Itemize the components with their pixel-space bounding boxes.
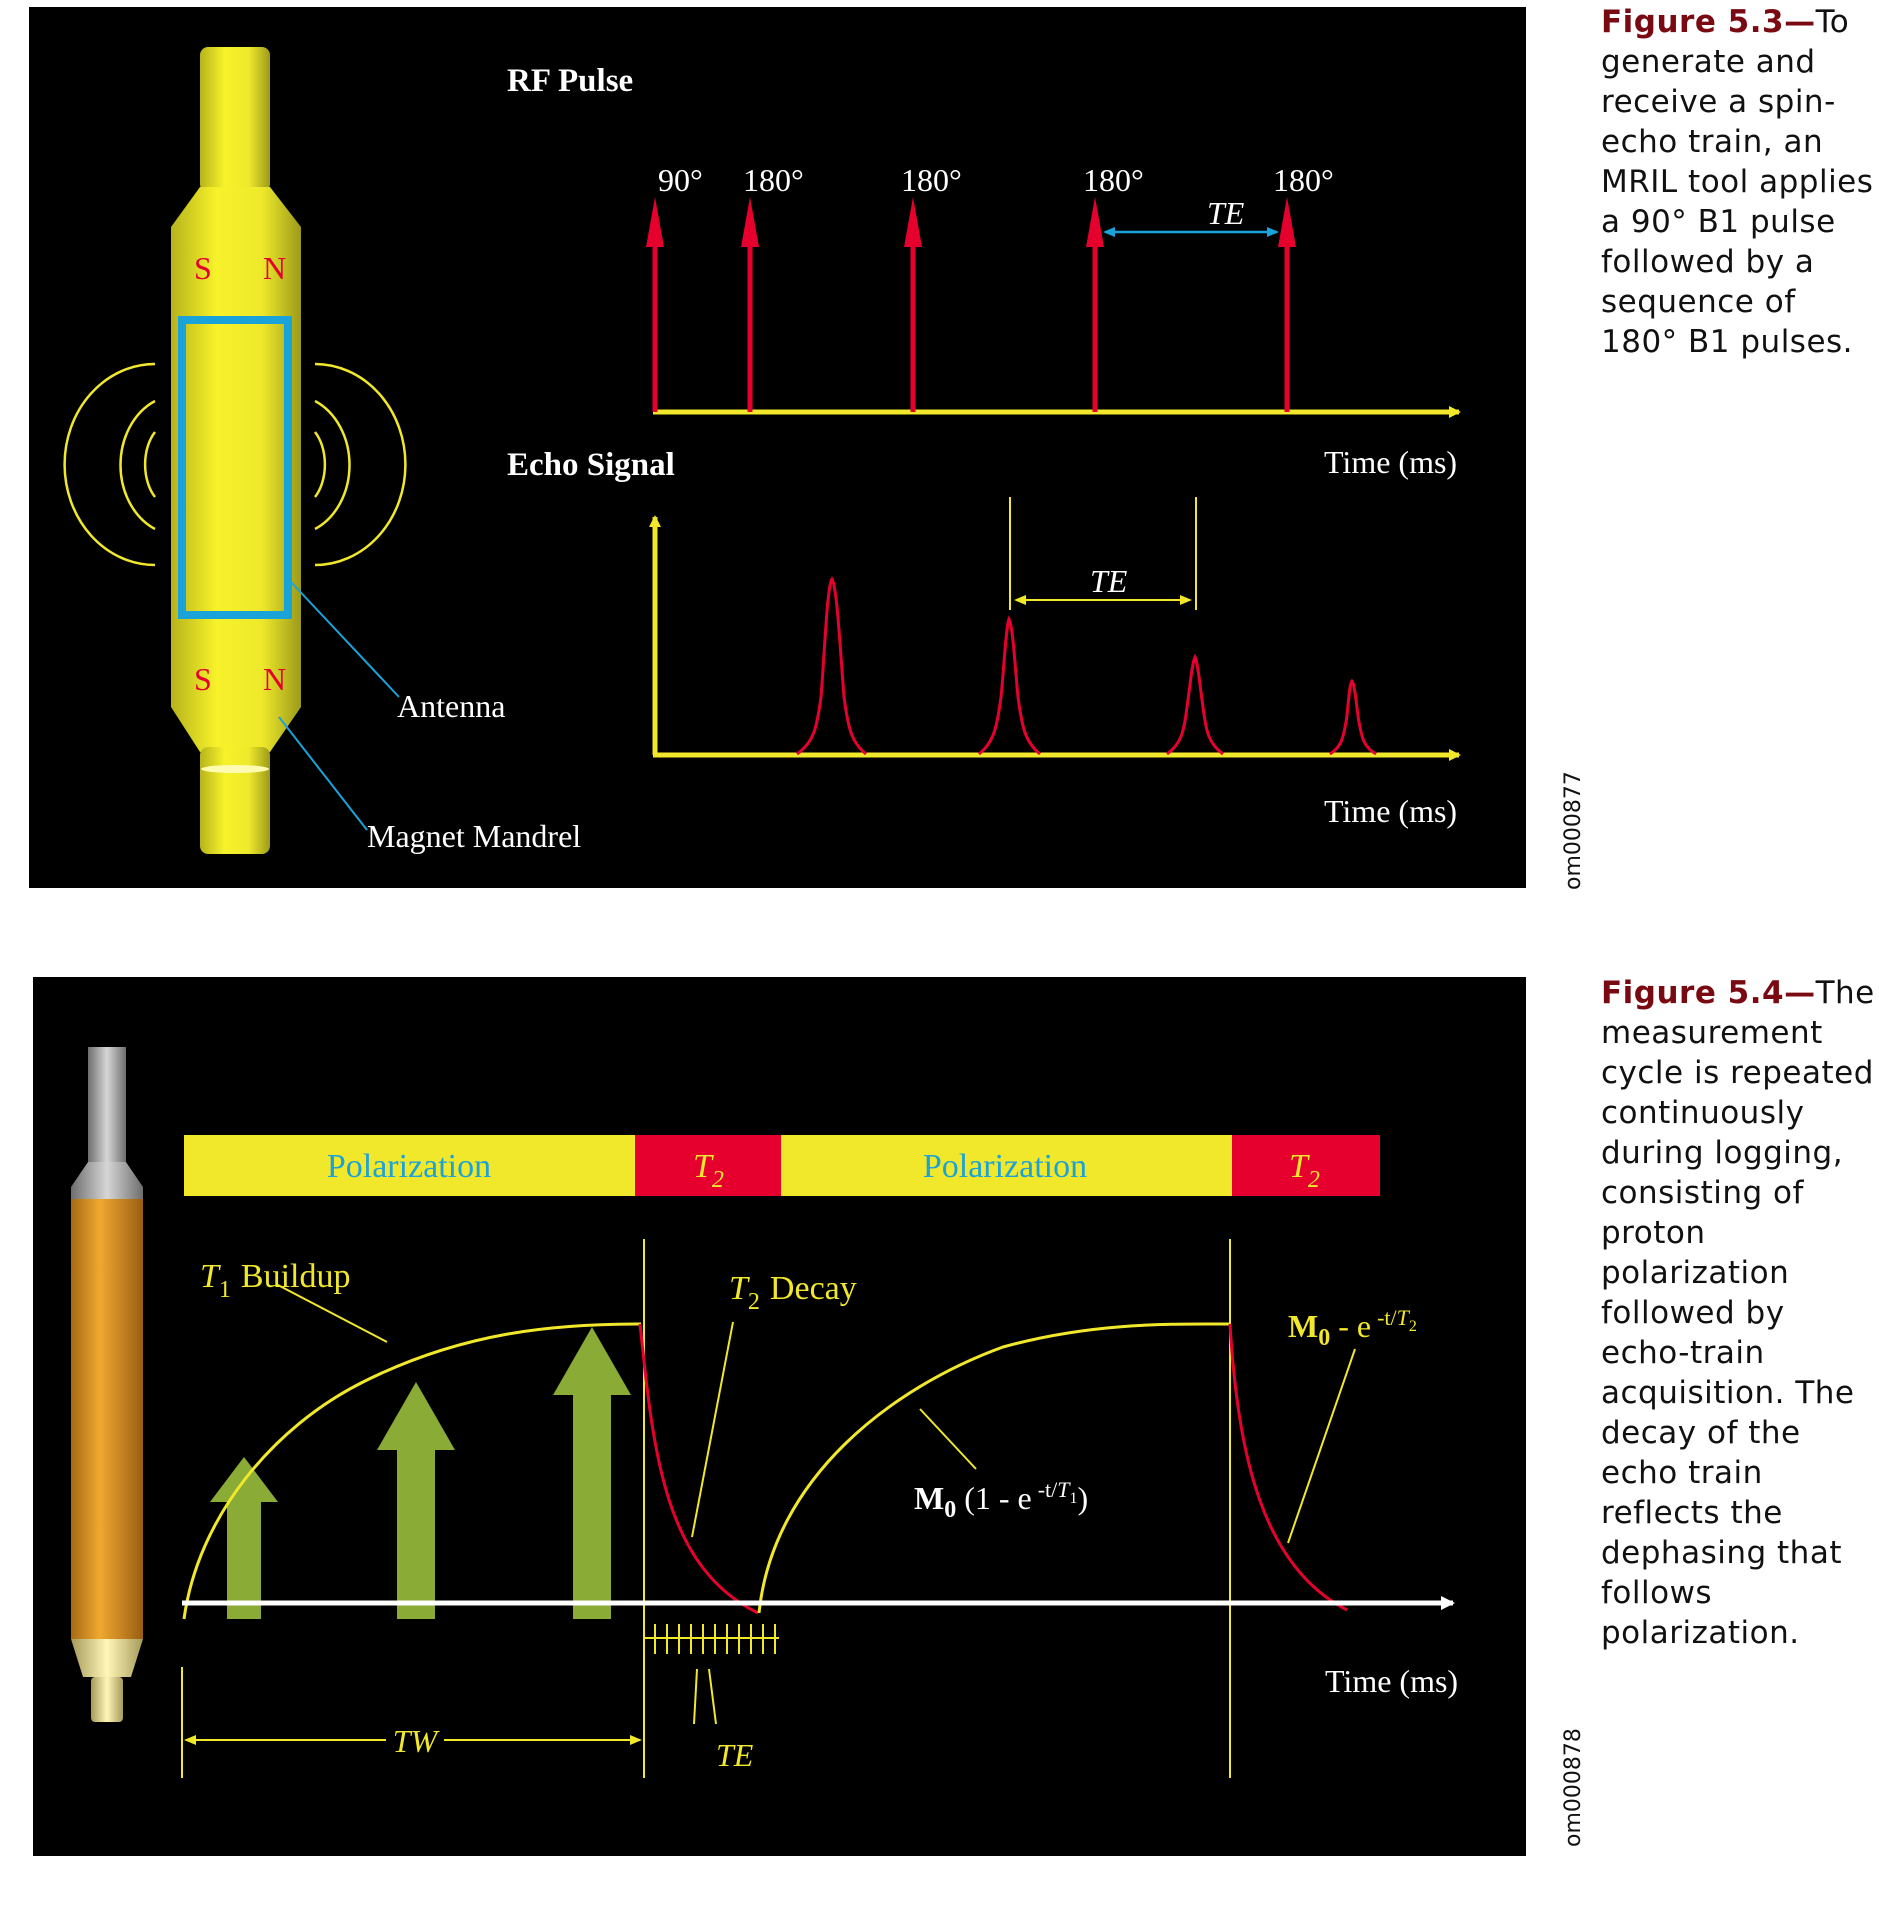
pulse-label-180-3: 180° (1083, 162, 1144, 198)
t2-decay-curve-2 (1230, 1324, 1347, 1610)
pulse-label-180-4: 180° (1273, 162, 1334, 198)
green-arrow-large (553, 1327, 631, 1619)
mandrel-callout-line (279, 717, 367, 830)
figure-5-3-text: To generate and receive a spin-echo train, an MRIL tool applies a 90° B1 pulse followed by a sequence of 180° B1 pulses. (1601, 4, 1874, 360)
figure-5-4-caption (1601, 973, 1879, 1653)
te-label-echo: TE (1090, 563, 1128, 599)
te-label-cycle: TE (716, 1737, 754, 1773)
time-label-echo: Time (ms) (1324, 793, 1458, 829)
pulse-90-head (646, 197, 664, 247)
buildup-curve-2 (759, 1324, 1229, 1613)
green-arrow-medium (377, 1382, 455, 1619)
magnet-n-top: N (263, 250, 287, 286)
tw-label: TW (392, 1723, 438, 1759)
t2-decay-curve-1 (640, 1324, 758, 1613)
echo-peak-3 (1167, 657, 1223, 754)
pulse-label-180-1: 180° (743, 162, 804, 198)
magnet-s-top: S (194, 250, 212, 286)
magnetization-arrows (210, 1327, 631, 1619)
te-label-rf: TE (1207, 195, 1245, 231)
mandrel-label: Magnet Mandrel (367, 818, 582, 854)
figure-5-3-svg (29, 7, 1526, 888)
echo-peaks (797, 579, 1376, 754)
figure-5-4-label: Figure 5.4— (1601, 975, 1816, 1011)
measurement-cycle-diagram (33, 977, 1526, 1856)
t1-buildup-label: $T_1$ Buildup (200, 1258, 351, 1303)
logging-tool (71, 1047, 143, 1722)
figure-5-4-text: The measurement cycle is repeated continuously during logging, consisting of proton polarization followed by echo-train acquisition. The decay of the echo train reflects the dephasing that follows polarization. (1601, 975, 1875, 1651)
echo-peak-4 (1330, 681, 1376, 754)
figure-id-om000878: om000878 (1561, 1728, 1586, 1847)
echo-signal-title: Echo Signal (507, 447, 675, 483)
figure-id-om000877: om000877 (1561, 771, 1586, 890)
buildup-formula: $M_0$ (1 - e $^{-t/}$T1) (914, 1477, 1089, 1523)
pulse-label-180-2: 180° (901, 162, 962, 198)
figure-5-3-label: Figure 5.3— (1601, 4, 1816, 40)
te-callout-right (709, 1669, 716, 1724)
rf-pulse-echo-diagram (29, 7, 1526, 888)
decay-formula: $M_0$ - e $^{-t/}$T2 (1288, 1305, 1417, 1351)
t2-bar-label-2: $T_2$ (1289, 1148, 1320, 1193)
t2-bar-label-1: $T_2$ (693, 1148, 724, 1193)
rf-pulses (646, 197, 1296, 412)
magnet-s-bottom: S (194, 661, 212, 697)
decay-callout (692, 1322, 733, 1537)
formula-buildup-callout (920, 1409, 976, 1469)
mril-tool (171, 47, 301, 854)
polarization-label-2: Polarization (922, 1148, 1088, 1185)
t2-decay-label: $T_2$ Decay (729, 1270, 857, 1315)
antenna-callout-line (291, 582, 399, 697)
time-label-rf: Time (ms) (1324, 444, 1458, 480)
pulse-label-90: 90° (658, 162, 703, 198)
echo-peak-2 (979, 619, 1040, 754)
time-label-cycle: Time (ms) (1325, 1663, 1459, 1699)
te-callout-left (694, 1669, 697, 1724)
formula-decay-callout (1288, 1349, 1355, 1543)
magnet-n-bottom: N (263, 661, 287, 697)
rf-pulse-title: RF Pulse (507, 63, 634, 99)
antenna-label: Antenna (397, 688, 506, 724)
echo-peak-1 (797, 579, 866, 754)
figure-5-3-caption (1601, 2, 1879, 362)
polarization-label-1: Polarization (326, 1148, 492, 1185)
figure-5-4-svg (33, 977, 1526, 1856)
